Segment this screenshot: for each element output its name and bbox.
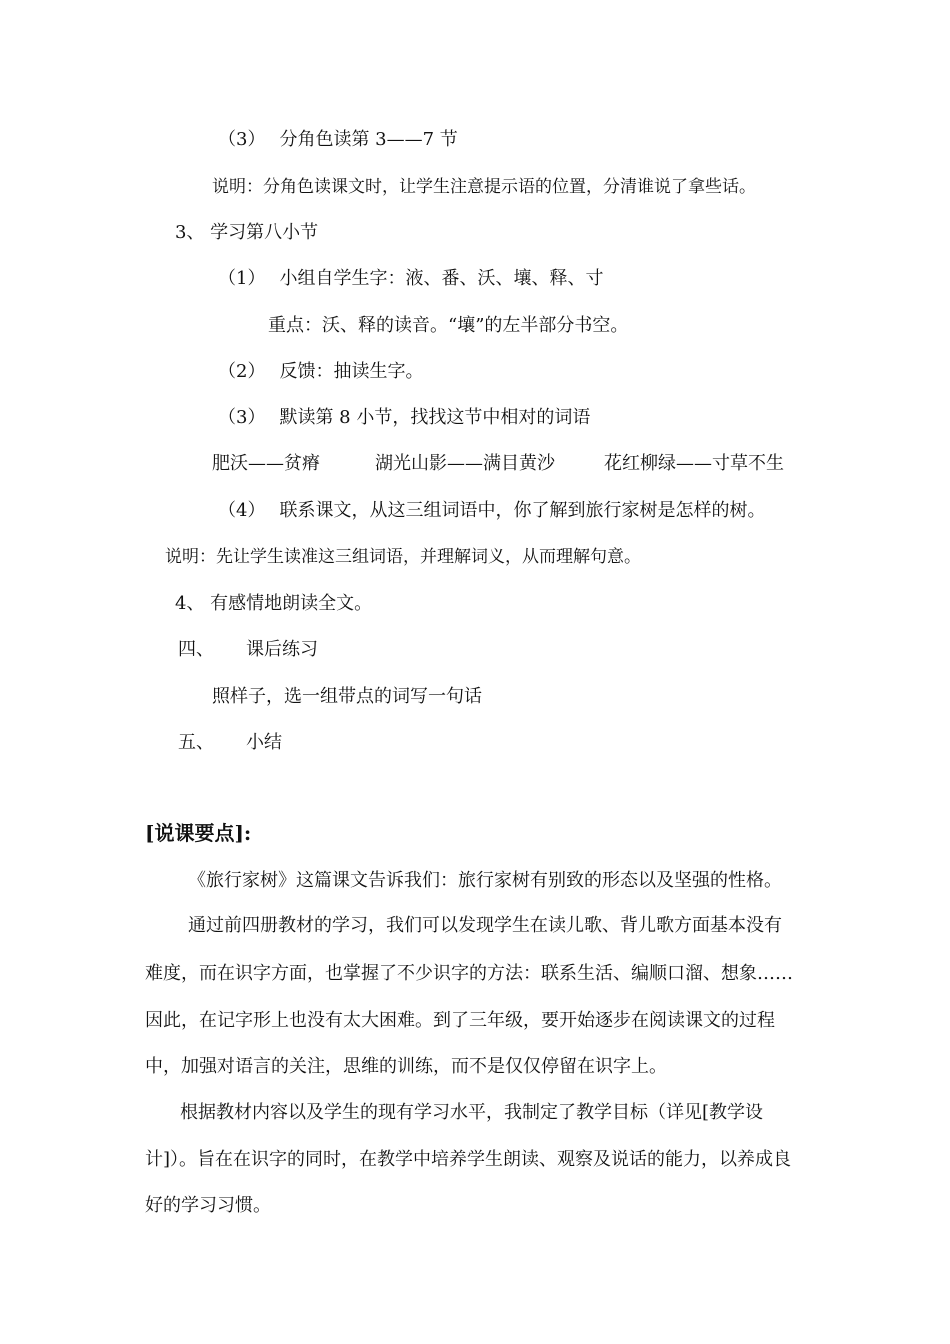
paragraph-line: 中，加强对语言的关注，思维的训练，而不是仅仅停留在识字上。 (145, 1056, 667, 1077)
step-1 (218, 267, 603, 291)
step-3 (218, 406, 590, 430)
paragraph-line: 因此，在记字形上也没有太大困难。到了三年级，要开始逐步在阅读课文的过程 (145, 1010, 775, 1031)
paragraph-line: 根据教材内容以及学生的现有学习水平，我制定了教学目标（详见[教学设 (180, 1102, 764, 1123)
section-heading: 3、 学习第八小节 (175, 222, 319, 243)
step-number: （3） (218, 129, 266, 150)
part-number: 五、 (178, 732, 214, 753)
paragraph-line: 计]）。旨在在识字的同时，在教学中培养学生朗读、观察及说话的能力，以养成良 (145, 1149, 792, 1170)
step-text: 反馈：抽读生字。 (279, 361, 424, 382)
section-heading: 4、 有感情地朗读全文。 (175, 593, 373, 614)
part-number: 四、 (178, 639, 214, 660)
step-text: 小组自学生字：液、番、沃、壤、释、寸 (279, 268, 604, 289)
step-text: 联系课文，从这三组词语中，你了解到旅行家树是怎样的树。 (279, 500, 766, 521)
step-3-3 (218, 128, 458, 152)
part-title: 小结 (246, 732, 282, 753)
word-pair: 肥沃——贫瘠 (212, 453, 320, 474)
paragraph-line: 通过前四册教材的学习，我们可以发现学生在读儿歌、背儿歌方面基本没有 (188, 915, 782, 936)
paragraph-line: 难度，而在识字方面，也掌握了不少识字的方法：联系生活、编顺口溜、想象…… (145, 963, 793, 984)
key-point-text: 重点：沃、释的读音。“壤”的左半部分书空。 (268, 315, 629, 336)
word-pair: 花红柳绿——寸草不生 (604, 453, 784, 474)
part-title: 课后练习 (246, 639, 318, 660)
exercise-text: 照样子，选一组带点的词写一句话 (212, 686, 482, 707)
step-4 (218, 499, 765, 523)
part-heading (178, 731, 282, 755)
step-text: 分角色读第 3——7 节 (279, 129, 458, 150)
step-number: （1） (218, 268, 266, 289)
note-paragraph: 说明：分角色读课文时，让学生注意提示语的位置，分清谁说了拿些话。 (212, 177, 756, 197)
step-2 (218, 360, 423, 384)
paragraph-line: 《旅行家树》这篇课文告诉我们：旅行家树有别致的形态以及坚强的性格。 (188, 870, 782, 891)
step-number: （4） (218, 500, 266, 521)
step-text: 默读第 8 小节，找找这节中相对的词语 (279, 407, 591, 428)
word-pair: 湖光山影——满目黄沙 (375, 453, 555, 474)
note-paragraph: 说明：先让学生读准这三组词语，并理解词义，从而理解句意。 (165, 547, 641, 567)
step-number: （3） (218, 407, 266, 428)
step-number: （2） (218, 361, 266, 382)
part-heading (178, 638, 318, 662)
paragraph-line: 好的学习习惯。 (145, 1195, 271, 1216)
section-title: [说课要点]: (145, 821, 252, 845)
